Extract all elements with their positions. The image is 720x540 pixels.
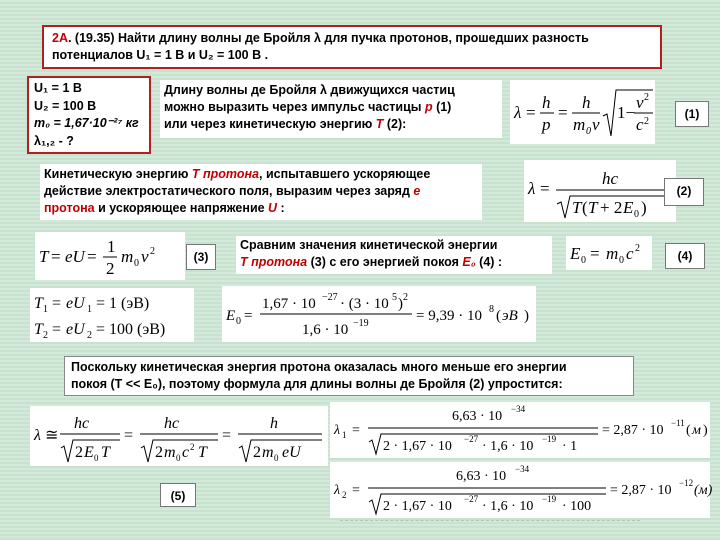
svg-text:1,6 · 10: 1,6 · 10 xyxy=(302,322,349,338)
svg-text:T: T xyxy=(198,444,207,461)
explanation-4-line-2: покоя (T << E₀), поэтому формула для длины волны де Бройля (2) упростится: xyxy=(71,377,563,391)
explanation-1-line-1: Длину волны де Бройля λ движущихся частиц xyxy=(164,83,455,97)
svg-text:2: 2 xyxy=(150,246,155,257)
svg-text:): ) xyxy=(398,296,403,312)
svg-text:2: 2 xyxy=(342,490,347,500)
svg-text:1: 1 xyxy=(87,304,92,315)
svg-text:eU: eU xyxy=(282,444,301,461)
problem-line-1: . (19.35) Найти длину волны де Бройля λ для пучка протонов, прошедших разность xyxy=(67,31,589,45)
svg-text:c: c xyxy=(636,115,644,134)
explanation-2-line-3: протона и ускоряющее напряжение U : xyxy=(44,201,285,215)
svg-text:p: p xyxy=(542,115,551,134)
label-1: (1) xyxy=(675,101,709,127)
svg-text:= 9,39 · 10: = 9,39 · 10 xyxy=(416,308,482,324)
svg-text:λ: λ xyxy=(514,103,522,122)
svg-text:≅: ≅ xyxy=(45,427,59,444)
svg-text:hc: hc xyxy=(602,169,619,188)
formula-3 xyxy=(35,232,185,280)
svg-text:c: c xyxy=(182,444,190,461)
svg-text:1,67 · 10: 1,67 · 10 xyxy=(262,296,316,312)
svg-text:2: 2 xyxy=(155,444,163,461)
svg-text:eU: eU xyxy=(66,321,85,338)
svg-text:λ: λ xyxy=(334,423,341,438)
svg-text:2 · 1,67 · 10: 2 · 1,67 · 10 xyxy=(383,499,452,514)
explanation-2-line-2: действие электростатического поля, выразим через заряд e xyxy=(44,184,421,198)
svg-text:=: = xyxy=(352,423,360,438)
svg-text:2: 2 xyxy=(403,292,408,303)
svg-text:(: ( xyxy=(582,198,588,217)
svg-text:−27: −27 xyxy=(322,292,338,303)
svg-text:): ) xyxy=(641,198,647,217)
given-u2: U₂ = 100 В xyxy=(34,98,97,113)
svg-text:−34: −34 xyxy=(515,464,530,474)
formula-4 xyxy=(566,236,652,270)
svg-text:0: 0 xyxy=(586,126,591,137)
svg-text:= 100 (эВ): = 100 (эВ) xyxy=(96,321,166,338)
svg-text:h: h xyxy=(582,93,591,112)
svg-text:=: = xyxy=(87,247,97,266)
label-5: (5) xyxy=(160,483,196,507)
svg-text:2: 2 xyxy=(644,92,649,103)
footer-divider xyxy=(340,520,640,521)
formula-1 xyxy=(510,80,655,144)
svg-text:=: = xyxy=(558,103,568,122)
svg-text:=: = xyxy=(51,247,61,266)
svg-text:v: v xyxy=(592,115,600,134)
problem-line-2: потенциалов U₁ = 1 В и U₂ = 100 В . xyxy=(52,48,269,62)
svg-text:м: м xyxy=(692,423,701,438)
svg-text:λ: λ xyxy=(528,179,536,198)
svg-text:(: ( xyxy=(496,308,501,324)
svg-text:T: T xyxy=(101,444,110,461)
svg-text:): ) xyxy=(703,423,708,438)
svg-text:=: = xyxy=(590,244,600,263)
given-block xyxy=(27,76,151,154)
svg-text:+ 2: + 2 xyxy=(600,198,623,217)
svg-text:E: E xyxy=(84,444,94,461)
explanation-simplify xyxy=(64,356,634,396)
svg-text:2: 2 xyxy=(644,116,649,127)
svg-text:1−: 1− xyxy=(617,103,636,122)
svg-text:T: T xyxy=(588,198,598,217)
formula-2 xyxy=(524,160,676,222)
explanation-2-line-1: Кинетическую энергию T протона, испытавшего ускоряющее xyxy=(44,167,431,181)
svg-text:2: 2 xyxy=(75,444,83,461)
svg-text:hc: hc xyxy=(164,415,180,432)
svg-text:−19: −19 xyxy=(542,434,557,444)
svg-text:−27: −27 xyxy=(464,434,479,444)
given-mass: m₀ = 1,67·10⁻²⁷ кг xyxy=(34,116,139,130)
svg-text:2: 2 xyxy=(87,330,92,341)
svg-text:h: h xyxy=(542,93,551,112)
svg-text:0: 0 xyxy=(634,209,639,220)
svg-text:= 2,87 · 10: = 2,87 · 10 xyxy=(610,483,672,498)
svg-text:m: m xyxy=(164,444,176,461)
svg-text:=: = xyxy=(222,427,232,444)
svg-text:2: 2 xyxy=(253,444,261,461)
svg-text:E: E xyxy=(226,308,236,324)
explanation-momentum xyxy=(160,80,502,138)
svg-text:E: E xyxy=(623,198,634,217)
formula-lambda-2 xyxy=(330,462,713,518)
explanation-kinetic xyxy=(40,164,482,220)
formula-5 xyxy=(30,406,328,466)
given-unknown: λ₁,₂ - ? xyxy=(34,133,74,148)
svg-text:): ) xyxy=(524,308,529,324)
explanation-compare xyxy=(236,236,552,274)
formula-e0-value xyxy=(222,286,536,342)
svg-text:=: = xyxy=(52,321,62,338)
svg-text:−12: −12 xyxy=(679,478,694,488)
svg-text:λ: λ xyxy=(34,427,41,444)
svg-text:=: = xyxy=(52,295,62,312)
svg-text:6,63 · 10: 6,63 · 10 xyxy=(456,469,507,484)
explanation-1-line-3: или через кинетическую энергию T (2): xyxy=(164,117,407,131)
svg-text:=: = xyxy=(526,103,536,122)
svg-text:· (3 · 10: · (3 · 10 xyxy=(340,296,389,312)
svg-text:−34: −34 xyxy=(511,404,526,414)
explanation-3-line-2: T протона (3) с его энергией покоя E₀ (4) : xyxy=(240,255,503,269)
svg-text:· 100: · 100 xyxy=(562,499,592,514)
svg-text:hc: hc xyxy=(74,415,90,432)
svg-text:T: T xyxy=(39,247,49,266)
svg-text:0: 0 xyxy=(619,255,624,266)
svg-text:−19: −19 xyxy=(353,318,369,329)
svg-text:=: = xyxy=(352,483,360,498)
problem-number: 2А xyxy=(52,31,68,45)
svg-text:0: 0 xyxy=(274,453,279,463)
svg-text:0: 0 xyxy=(176,453,181,463)
svg-text:2: 2 xyxy=(106,259,115,278)
svg-text:m: m xyxy=(262,444,274,461)
svg-text:=: = xyxy=(124,427,134,444)
svg-text:2 · 1,67 · 10: 2 · 1,67 · 10 xyxy=(383,439,452,454)
svg-text:−11: −11 xyxy=(671,418,685,428)
svg-text:c: c xyxy=(626,244,634,263)
svg-text:=: = xyxy=(540,179,550,198)
formula-t-values xyxy=(30,288,194,342)
svg-text:0: 0 xyxy=(134,258,139,269)
svg-text:· 1,6 · 10: · 1,6 · 10 xyxy=(482,499,534,514)
svg-text:8: 8 xyxy=(489,304,494,315)
svg-text:λ: λ xyxy=(334,483,341,498)
svg-text:· 1: · 1 xyxy=(562,439,578,454)
svg-text:m: m xyxy=(121,247,134,266)
svg-text:h: h xyxy=(270,415,278,432)
svg-text:m: m xyxy=(606,244,619,263)
svg-text:1: 1 xyxy=(107,237,116,256)
svg-text:=: = xyxy=(244,308,253,324)
label-4: (4) xyxy=(665,243,705,269)
label-3: (3) xyxy=(186,244,216,270)
explanation-1-line-2: можно выразить через импульс частицы p (1) xyxy=(164,100,452,114)
svg-text:1: 1 xyxy=(43,304,48,315)
svg-text:eU: eU xyxy=(66,295,85,312)
svg-text:2: 2 xyxy=(43,330,48,341)
svg-text:= 2,87 · 10: = 2,87 · 10 xyxy=(602,423,664,438)
svg-text:eU: eU xyxy=(65,247,85,266)
svg-text:0: 0 xyxy=(236,316,241,327)
svg-text:E: E xyxy=(570,244,581,263)
svg-text:−19: −19 xyxy=(542,494,557,504)
explanation-4-line-1: Поскольку кинетическая энергия протона оказалась много меньше его энергии xyxy=(71,360,567,374)
explanation-3-line-1: Сравним значения кинетической энергии xyxy=(240,238,498,252)
svg-text:(м): (м) xyxy=(694,483,713,498)
svg-text:5: 5 xyxy=(392,292,397,303)
svg-text:v: v xyxy=(636,93,644,112)
svg-text:(: ( xyxy=(686,423,691,438)
svg-text:v: v xyxy=(141,247,149,266)
svg-text:T: T xyxy=(34,321,43,338)
problem-statement xyxy=(42,25,662,69)
svg-text:эВ: эВ xyxy=(502,308,518,324)
svg-text:· 1,6 · 10: · 1,6 · 10 xyxy=(482,439,534,454)
svg-text:0: 0 xyxy=(581,255,586,266)
svg-text:= 1 (эВ): = 1 (эВ) xyxy=(96,295,150,312)
label-2: (2) xyxy=(664,178,704,206)
svg-text:m: m xyxy=(573,115,586,134)
given-u1: U₁ = 1 В xyxy=(34,81,82,95)
formula-lambda-1 xyxy=(330,402,710,458)
svg-text:1: 1 xyxy=(342,430,347,440)
svg-text:6,63 · 10: 6,63 · 10 xyxy=(452,409,503,424)
svg-text:2: 2 xyxy=(635,243,640,254)
svg-text:2: 2 xyxy=(190,442,195,452)
svg-text:0: 0 xyxy=(94,453,99,463)
svg-text:T: T xyxy=(572,198,582,217)
svg-text:−27: −27 xyxy=(464,494,479,504)
svg-text:T: T xyxy=(34,295,43,312)
